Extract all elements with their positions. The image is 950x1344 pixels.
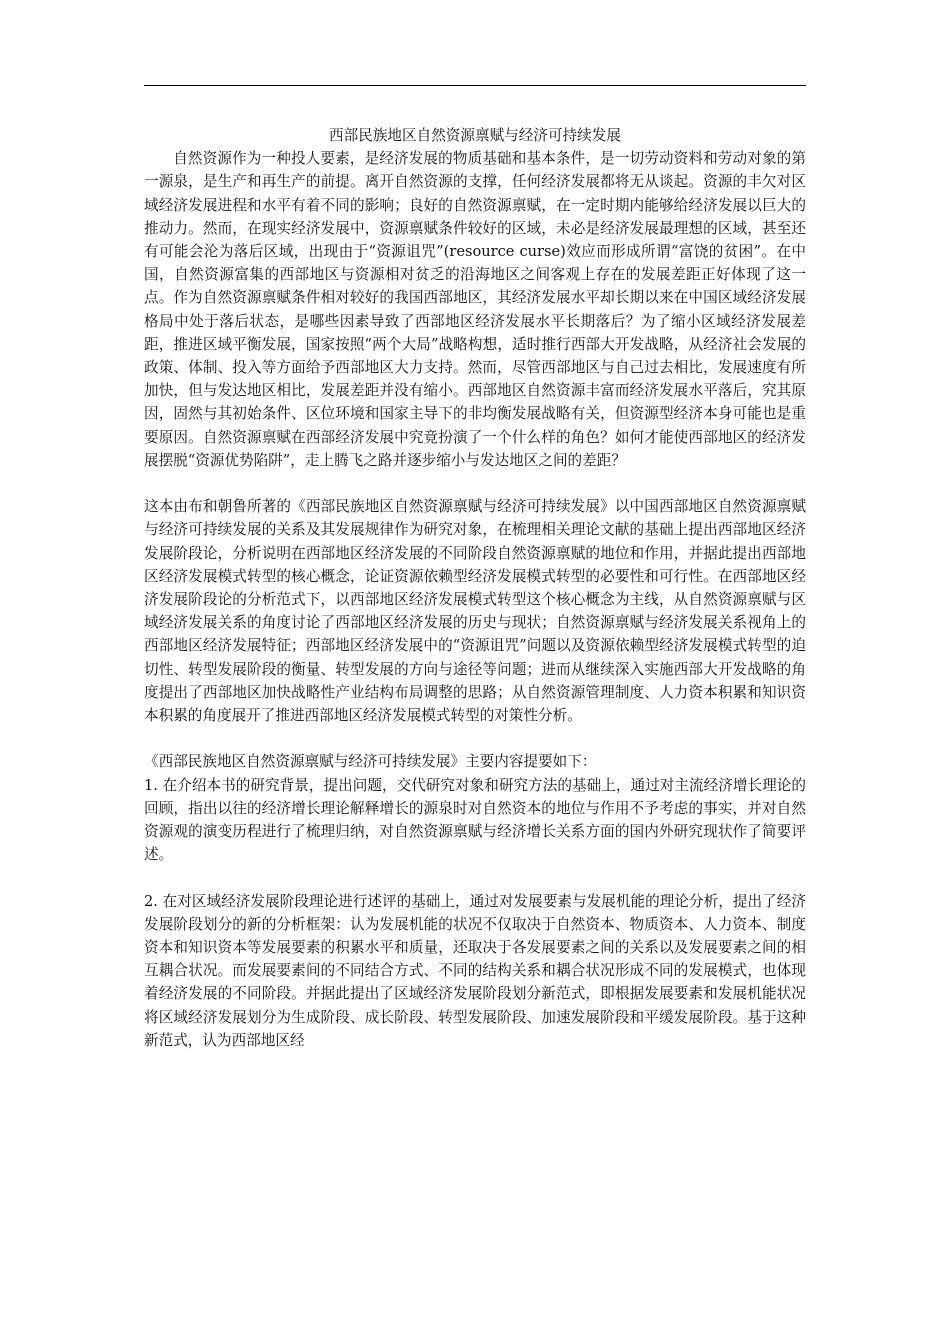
paragraph-point-1: 1. 在介绍本书的研究背景，提出问题，交代研究对象和研究方法的基础上，通过对主流经济增长理论的回顾，指出以往的经济增长理论解释增长的源泉时对自然资本的地位与作用不予考虑的事实，并对自然资源观的演变历程进行了梳理归纳，对自然资源禀赋与经济增长关系方面的国内外研究现状作了简要评述。 — [144, 776, 806, 864]
paragraph-spacer — [144, 472, 806, 495]
paragraph-summary-heading: 《西部民族地区自然资源禀赋与经济可持续发展》主要内容提要如下： — [144, 753, 597, 771]
paragraph-spacer — [144, 727, 806, 750]
paragraph-point-2: 2. 在对区域经济发展阶段理论进行述评的基础上，通过对发展要素与发展机能的理论分析，提出了经济发展阶段划分的新的分析框架：认为发展机能的状况不仅取决于自然资本、物质资本、人力资本、制度资本和知识资本等发展要素的积累水平和质量，还取决于各发展要素之间的关系以及发展要素之间的相互耦合状况。而发展要素间的不同结合方式、不同的结构关系和耦合状况形成不同的发展模式，也体现着经济发展的不同阶段。并据此提出了区域经济发展阶段划分新范式，即根据发展要素和发展机能状况将区域经济发展划分为生成阶段、成长阶段、转型发展阶段、加速发展阶段和平缓发展阶段。基于这种新范式，认为西部地区经 — [144, 892, 806, 1049]
paragraph-book-overview: 这本由布和朝鲁所著的《西部民族地区自然资源禀赋与经济可持续发展》以中国西部地区自然资源禀赋与经济可持续发展的关系及其发展规律作为研究对象，在梳理相关理论文献的基础上提出西部地区经济发展阶段论，分析说明在西部地区经济发展的不同阶段自然资源禀赋的地位和作用，并据此提出西部地区经济发展模式转型的核心概念，论证资源依赖型经济发展模式转型的必要性和可行性。在西部地区经济发展阶段论的分析范式下，以西部地区经济发展模式转型这个核心概念为主线，从自然资源禀赋与区域经济发展关系的角度讨论了西部地区经济发展的历史与现状；自然资源禀赋与经济发展关系视角上的西部地区经济发展特征；西部地区经济发展中的“资源诅咒”问题以及资源依赖型经济发展模式转型的迫切性、转型发展阶段的衡量、转型发展的方向与途径等问题；进而从继续深入实施西部大开发战略的角度提出了西部地区加快战略性产业结构布局调整的思路；从自然资源管理制度、人力资本积累和知识资本积累的角度展开了推进西部地区经济发展模式转型的对策性分析。 — [144, 498, 806, 725]
header-rule — [144, 85, 806, 86]
document-body — [144, 124, 806, 1052]
document-title: 西部民族地区自然资源禀赋与经济可持续发展 — [329, 127, 621, 144]
paragraph-intro: 自然资源作为一种投人要素，是经济发展的物质基础和基本条件，是一切劳动资料和劳动对象的第一源泉，是生产和再生产的前提。离开自然资源的支撑，任何经济发展都将无从谈起。资源的丰欠对区域经济发展进程和水平有着不同的影响；良好的自然资源禀赋，在一定时期内能够给经济发展以巨大的推动力。然而，在现实经济发展中，资源禀赋条件较好的区域，未必是经济发展最理想的区域，甚至还有可能会沦为落后区域，出现由于“资源诅咒”(resource curse)效应而形成所谓“富饶的贫困”。在中国，自然资源富集的西部地区与资源相对贫乏的沿海地区之间客观上存在的发展差距正好体现了这一点。作为自然资源禀赋条件相对较好的我国西部地区，其经济发展水平却长期以来在中国区域经济发展格局中处于落后状态，是哪些因素导致了西部地区经济发展水平长期落后？为了缩小区域经济发展差距，推进区域平衡发展，国家按照“两个大局”战略构想，适时推行西部大开发战略，从经济社会发展的政策、体制、投入等方面给予西部地区大力支持。然而，尽管西部地区与自己过去相比，发展速度有所加快，但与发达地区相比，发展差距并没有缩小。西部地区自然资源丰富而经济发展水平落后，究其原因，固然与其初始条件、区位环境和国家主导下的非均衡发展战略有关，但资源型经济本身可能也是重要原因。自然资源禀赋在西部经济发展中究竟扮演了一个什么样的角色？如何才能使西部地区的经济发展摆脱“资源优势陷阱”，走上腾飞之路并逐步缩小与发达地区之间的差距？ — [144, 150, 806, 469]
paragraph-spacer — [144, 866, 806, 889]
